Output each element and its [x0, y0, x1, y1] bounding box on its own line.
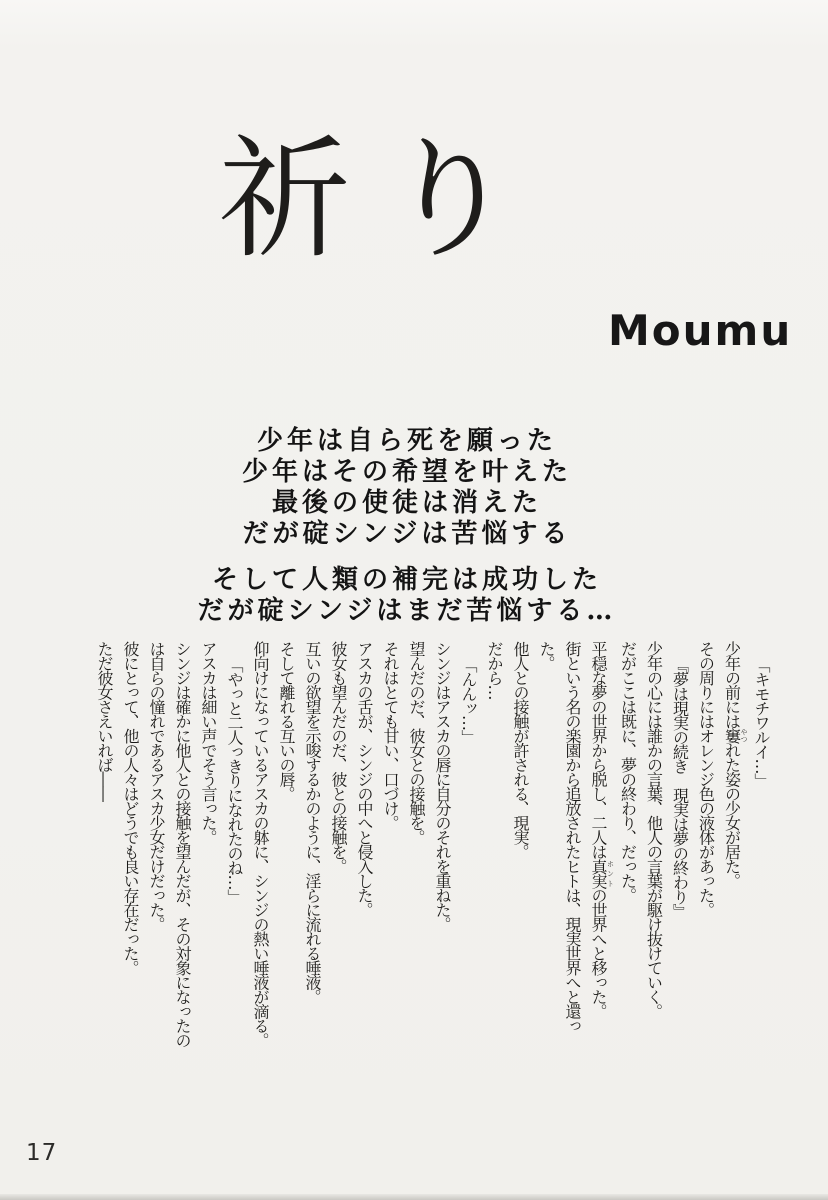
author-name: Moumu — [608, 306, 793, 355]
body-paragraph: だがここは既に、夢の終わり、だった。 — [618, 641, 638, 902]
poem-line: だが碇シンジはまだ苦悩する… — [197, 596, 617, 626]
body-paragraph: アスカの舌が、シンジの中へと侵入した。 — [355, 641, 374, 917]
furigana-ruby: 窶やつ — [722, 728, 748, 743]
body-paragraph: 平穏な夢の世界から脱し、二人は真実ホントの世界へと移った。 — [589, 641, 615, 1018]
page-number: 17 — [26, 1140, 58, 1166]
poem-line: 少年は自ら死を願った — [256, 426, 557, 456]
furigana-ruby: 真実ホント — [589, 858, 615, 888]
poem-line: 最後の使徒は消えた — [271, 488, 542, 518]
poem-stanza-2 — [0, 565, 814, 627]
body-paragraph: 仰向けになっているアスカの躰に、シンジの熱い唾液が滴る。 — [251, 641, 270, 1047]
body-paragraph: アスカは細い声でそう言った。 — [199, 641, 218, 844]
body-paragraph: その周りにはオレンジ色の液体があった。 — [696, 641, 716, 917]
body-paragraph: それはとても甘い、口づけ。 — [381, 641, 400, 830]
body-paragraph: 互いの欲望を示唆するかのように、淫らに流れる唾液。 — [303, 641, 322, 1004]
body-paragraph: 望んだのだ、彼女との接触を。 — [407, 641, 426, 844]
body-paragraph: そして離れる互いの唇。 — [277, 641, 296, 801]
body-paragraph: 彼女も望んだのだ、彼との接触を。 — [329, 641, 348, 873]
body-paragraph: 「キモチワルイ…」 — [752, 657, 771, 788]
poem-line: そして人類の補完は成功した — [211, 565, 602, 595]
body-paragraph: ただ彼女さえいれば―― — [95, 641, 114, 801]
page-title: 祈り — [218, 123, 550, 277]
body-paragraph: 少年の前には窶やつれた姿の少女が居た。 — [722, 641, 748, 888]
body-paragraph: シンジはアスカの唇に自分のそれを重ねた。 — [433, 641, 452, 931]
body-paragraph: シンジは確かに他人との接触を望んだが、その対象になったのは自らの憧れであるアスカ少女だけだった。 — [147, 641, 192, 1047]
poem-stanza-1 — [0, 426, 814, 550]
body-paragraph: だから… — [485, 641, 504, 699]
body-paragraph: 「やっと二人っきりになれたのね…」 — [225, 657, 244, 904]
body-paragraph: 少年の心には誰かの言葉、他人の言葉が駆け抜けていく。 — [644, 641, 664, 1018]
bottom-scan-edge — [0, 1194, 828, 1200]
poem-line: 少年はその希望を叶えた — [241, 457, 572, 487]
body-text — [52, 641, 774, 1059]
poem-line: だが碇シンジは苦悩する — [242, 519, 572, 549]
body-paragraph: 他人との接触が許される、現実。 — [511, 641, 530, 859]
poem — [0, 426, 814, 642]
body-paragraph: 『夢は現実の続き 現実は夢の終わり』 — [670, 657, 690, 918]
body-paragraph: 街という名の楽園から追放されたヒトは、現実世界へと還った。 — [537, 641, 582, 1033]
body-paragraph: 彼にとって、他の人々はどうでも良い存在だった。 — [121, 641, 140, 975]
body-paragraph: 「んんッ…」 — [459, 657, 478, 744]
